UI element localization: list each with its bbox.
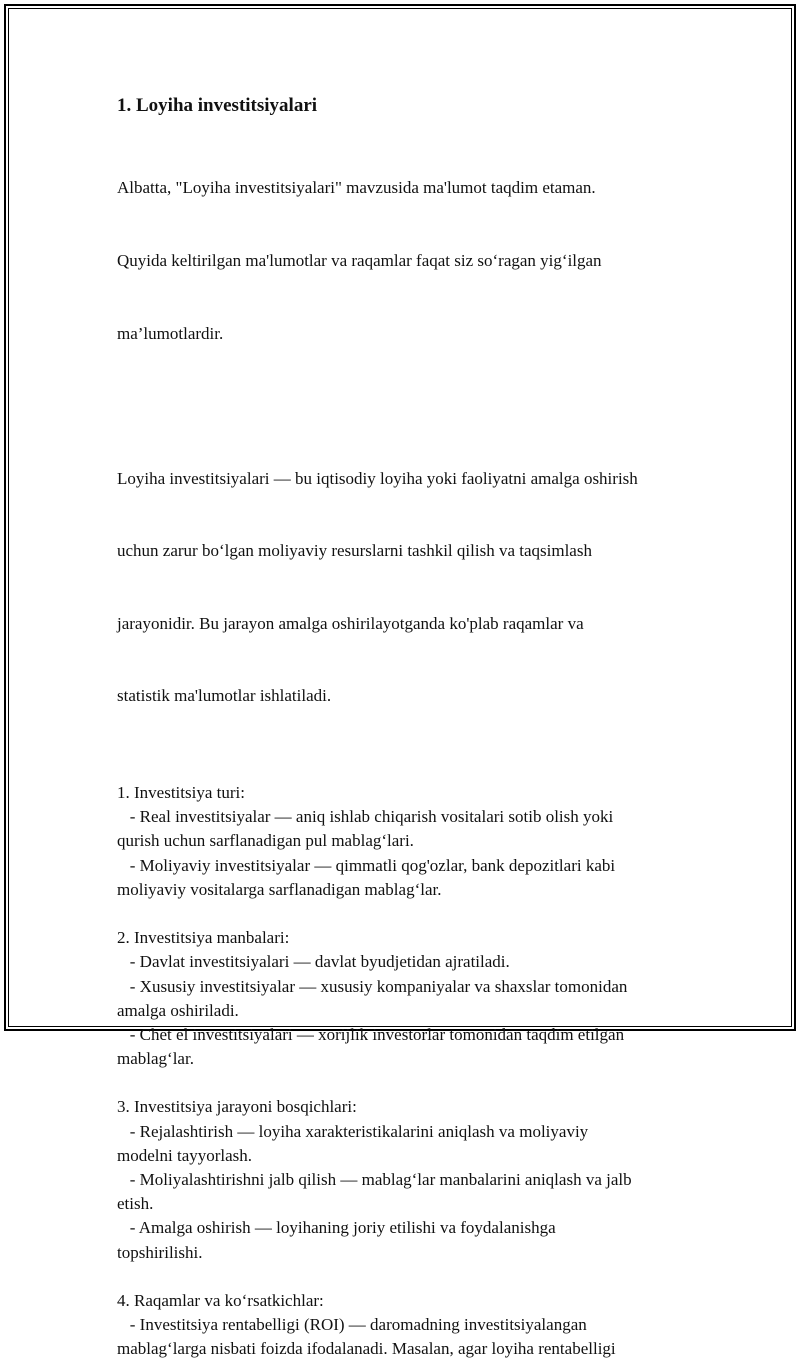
section-investment-stages <box>117 1095 697 1264</box>
document-heading: 1. Loyiha investitsiyalari <box>117 95 318 116</box>
list-item: - Investitsiya rentabelligi (ROI) — daromadning investitsiyalangan <box>117 1314 587 1334</box>
list-item-continuation: etish. <box>117 1194 154 1214</box>
definition-line: uchun zarur bo‘lgan moliyaviy resurslarni tashkil qilish va taqsimlash <box>117 541 592 561</box>
list-item: - Real investitsiyalar — aniq ishlab chiqarish vositalari sotib olish yoki <box>117 807 614 827</box>
intro-line: ma’lumotlardir. <box>117 323 224 343</box>
list-item: - Davlat investitsiyalari — davlat byudjetidan ajratiladi. <box>117 952 510 972</box>
document-body <box>117 94 697 1361</box>
list-item-continuation: topshirilishi. <box>117 1242 203 1262</box>
list-item: - Chet el investitsiyalari — xorijlik investorlar tomonidan taqdim etilgan <box>117 1024 625 1044</box>
list-item-continuation: moliyaviy vositalarga sarflanadigan mablag‘lar. <box>117 879 442 899</box>
list-item-continuation: mablag‘larga nisbati foizda ifodalanadi. Masalan, agar loyiha rentabelligi <box>117 1339 616 1359</box>
section-heading: 3. Investitsiya jarayoni bosqichlari: <box>117 1097 357 1117</box>
list-item-continuation: modelni tayyorlash. <box>117 1145 253 1165</box>
list-item: - Rejalashtirish — loyiha xarakteristikalarini aniqlash va moliyaviy <box>117 1121 589 1141</box>
definition-paragraph <box>117 418 697 757</box>
definition-line: jarayonidir. Bu jarayon amalga oshirilayotganda ko'plab raqamlar va <box>117 613 584 633</box>
list-item-continuation: mablag‘lar. <box>117 1049 194 1069</box>
list-item-continuation: qurish uchun sarflanadigan pul mablag‘lari. <box>117 831 414 851</box>
section-heading: 2. Investitsiya manbalari: <box>117 928 290 948</box>
section-heading: 4. Raqamlar va ko‘rsatkichlar: <box>117 1290 324 1310</box>
list-item: - Amalga oshirish — loyihaning joriy etilishi va foydalanishga <box>117 1218 556 1238</box>
intro-line: Quyida keltirilgan ma'lumotlar va raqamlar faqat siz so‘ragan yig‘ilgan <box>117 251 602 271</box>
section-heading: 1. Investitsiya turi: <box>117 783 245 803</box>
list-item: - Moliyaviy investitsiyalar — qimmatli qog'ozlar, bank depozitlari kabi <box>117 855 616 875</box>
section-investment-sources <box>117 926 697 1071</box>
section-metrics <box>117 1289 697 1361</box>
intro-line: Albatta, "Loyiha investitsiyalari" mavzusida ma'lumot taqdim etaman. <box>117 178 596 198</box>
section-investment-types <box>117 781 697 902</box>
definition-line: Loyiha investitsiyalari — bu iqtisodiy loyiha yoki faoliyatni amalga oshirish <box>117 468 638 488</box>
list-item-continuation: amalga oshiriladi. <box>117 1000 239 1020</box>
intro-paragraph <box>117 128 697 394</box>
list-item: - Moliyalashtirishni jalb qilish — mablag‘lar manbalarini aniqlash va jalb <box>117 1169 632 1189</box>
list-item: - Xususiy investitsiyalar — xususiy kompaniyalar va shaxslar tomonidan <box>117 976 628 996</box>
definition-line: statistik ma'lumotlar ishlatiladi. <box>117 686 332 706</box>
